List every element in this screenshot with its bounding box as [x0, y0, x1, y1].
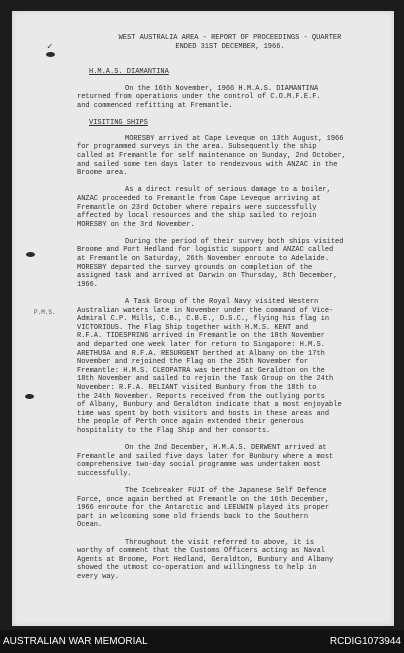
paragraph-line: worthy of comment that the Customs Officers acting as Naval	[77, 547, 325, 556]
punch-hole-top	[46, 52, 55, 57]
paragraph-line: On the 16th November, 1966 H.M.A.S. DIAMANTINA	[125, 84, 319, 93]
punch-hole-middle	[26, 252, 35, 257]
paragraph-line: ARETHUSA and R.F.A. RESURGENT berthed at Albany on the 17th	[77, 349, 325, 358]
paragraph-line: Throughout the visit referred to above, it is	[125, 538, 315, 547]
paragraph-line: MORESBY arrived at Cape Leveque on 13th August, 1966	[125, 134, 344, 143]
paragraph-line: A Task Group of the Royal Navy visited Western	[125, 298, 319, 307]
paragraph-line: and departed one week later for return to Singapore: H.M.S.	[77, 341, 325, 349]
paragraph-line: Australian waters late in November under the command of Vice-	[77, 306, 334, 315]
section-heading-diamantina: H.M.A.S. DIAMANTINA	[89, 68, 169, 77]
paragraph-line: comprehensive two-day social programme was undertaken most	[77, 461, 321, 470]
paragraph	[77, 186, 383, 229]
paragraph	[77, 487, 383, 530]
paragraph-line: Ocean.	[77, 521, 103, 530]
paragraph-line: Fremantle: H.M.S. CLEOPATRA was berthed at Geraldton on the	[77, 366, 325, 375]
paragraph-line: MORESBY departed the survey grounds on completion of the	[77, 263, 313, 272]
document-paper	[12, 11, 394, 626]
paragraph-line: part in welcoming some old friends back to the Southern	[77, 512, 309, 521]
paragraph-line: During the period of their survey both ships visited	[125, 237, 344, 246]
tick-mark: ✓	[47, 42, 53, 52]
paragraph-line: successfully.	[77, 469, 132, 478]
paragraph	[77, 135, 383, 178]
paragraph-line: for programmed surveys in the area. Subsequently the ship	[77, 143, 317, 152]
paragraph-line: time was spent by both visitors and hosts in these areas and	[77, 409, 330, 418]
report-header	[77, 34, 383, 51]
paragraph-line: at Fremantle on Saturday, 26th November enroute to Adelaide.	[77, 255, 330, 264]
paragraph-line: Force, once again berthed at Fremantle on the 16th December,	[77, 495, 330, 504]
paragraph-line: called at Fremantle for self maintenance on Sunday, 2nd October,	[77, 151, 346, 160]
paragraph-line: The Icebreaker FUJI of the Japanese Self Defence	[125, 487, 327, 496]
margin-annotation: P.M.S.	[34, 309, 56, 316]
paragraph-line: affected by local resources and the ship sailed to rejoin	[77, 212, 317, 221]
paragraph-line: assigned task and arrived at Darwin on Thursday, 8th December,	[77, 272, 338, 281]
paragraph	[77, 85, 383, 111]
paragraph	[77, 238, 383, 290]
paragraph-line: As a direct result of serious damage to a boiler,	[125, 186, 331, 195]
paragraph-line: and sailed some ten days later to rendezvous with ANZAC in the	[77, 160, 338, 169]
paragraph-line: Admiral C.P. Mills, C.B., C.B.E., D.S.C., flying his flag in	[77, 315, 330, 324]
paragraph-line: Broome area.	[77, 169, 128, 178]
paragraph-line: ANZAC proceeded to Fremantle from Cape Leveque arriving at	[77, 194, 321, 203]
paragraph	[77, 444, 383, 478]
paragraph-line: returned from operations under the control of C.O.M.F.E.F.	[77, 93, 321, 102]
paragraph-line: 1966 enroute for the Antarctic and LEEUWIN played its proper	[77, 504, 330, 513]
paragraph-line: and commenced refitting at Fremantle.	[77, 101, 233, 110]
paragraph-line: November: R.F.A. RELIANT visited Bunbury from the 18th to	[77, 383, 317, 392]
paragraph-line: 18th November and sailed to rejoin the Task Group on the 24th	[77, 375, 334, 384]
paragraph-line: Agents at Broome, Port Hedland, Geraldton, Bunbury and Albany	[77, 555, 334, 564]
paragraph-line: Fremantle on 23rd October where repairs were successfully	[77, 203, 317, 212]
paragraph-line: of Albany, Bunbury and Geraldton indicate that a most enjoyable	[77, 401, 342, 410]
paragraph-line: the people of Perth once again extended their generous	[77, 418, 304, 427]
paragraph-line: On the 2nd December, H.M.A.S. DERWENT arrived at	[125, 444, 327, 453]
paragraph-line: hospitality to the Flag Ship and her consorts.	[77, 426, 271, 435]
archive-id: RCDIG1073944	[329, 636, 401, 647]
paragraph-line: 1966.	[77, 280, 99, 289]
paragraph-line: the 24th November. Reports received from the outlying ports	[77, 392, 325, 401]
section-diamantina	[77, 85, 383, 111]
section-heading-visiting-ships: VISITING SHIPS	[89, 119, 148, 128]
paragraph-line: Fremantle and sailed five days later for Bunbury where a most	[77, 452, 334, 461]
paragraph	[77, 539, 383, 582]
paragraph-line: R.F.A. TIDESPRING arrived in Fremantle on the 18th November	[77, 332, 325, 341]
section-visiting-ships	[77, 135, 383, 582]
archive-name: AUSTRALIAN WAR MEMORIAL	[3, 636, 148, 647]
header-line: ENDED 31ST DECEMBER, 1966.	[175, 42, 285, 51]
header-line: WEST AUSTRALIA AREA - REPORT OF PROCEEDINGS - QUARTER	[118, 34, 342, 42]
archive-footer	[0, 630, 404, 653]
punch-hole-bottom	[25, 394, 34, 399]
paragraph	[77, 298, 383, 436]
paragraph-line: every way.	[77, 573, 120, 582]
paragraph-line: Broome and Port Hedland for logistic support and ANZAC called	[77, 246, 334, 255]
paragraph-line: VICTORIOUS. The Flag Ship together with H.M.S. KENT and	[77, 323, 309, 332]
paragraph-line: November and rejoined the Flag on the 25th November for	[77, 358, 309, 367]
document-body	[77, 34, 383, 590]
paragraph-line: MORESBY on the 3rd November.	[77, 220, 195, 229]
paragraph-line: showed the utmost co-operation and willingness to help in	[77, 564, 317, 573]
